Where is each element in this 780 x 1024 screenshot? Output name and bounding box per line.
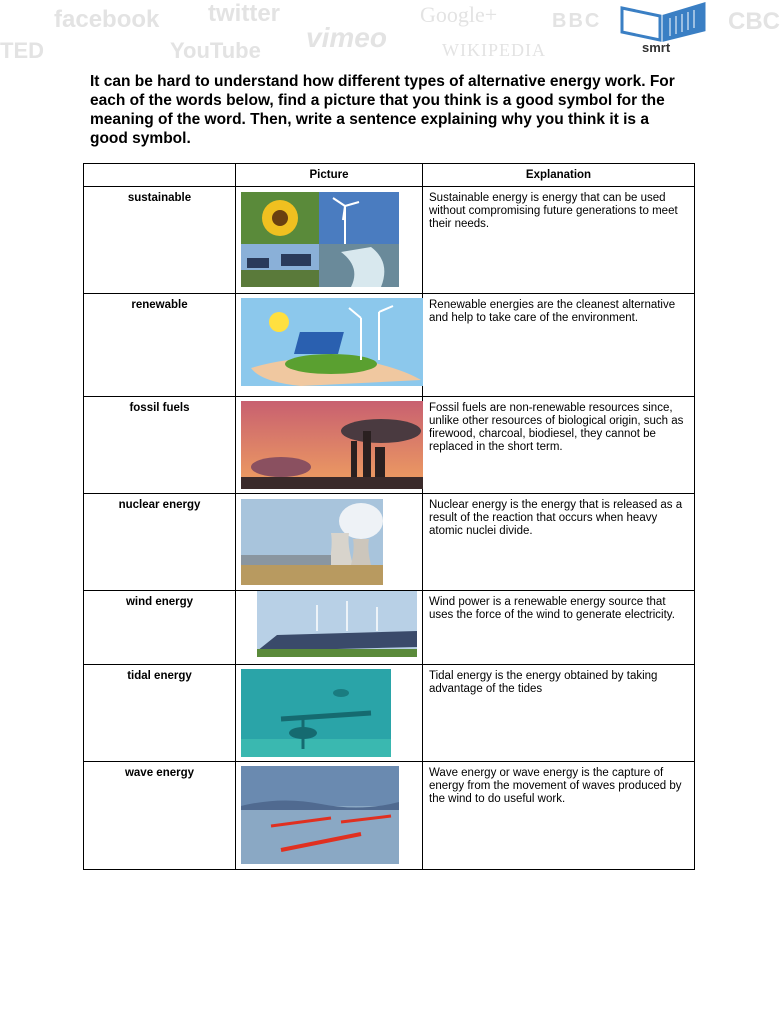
- instructions-text: It can be hard to understand how different types of alternative energy work. For each of the words below, find a picture that you think is a good symbol for the meaning of the word. Then, write a sentence explaining why you think it is a good symbol.: [90, 73, 675, 147]
- youtube-watermark: YouTube: [170, 38, 261, 63]
- book-icon: [618, 0, 708, 44]
- term-cell: wind energy: [84, 591, 236, 665]
- header-term: [84, 164, 236, 187]
- wind-energy-image: [257, 591, 417, 657]
- bbc-watermark: BBC: [552, 10, 602, 32]
- explanation-cell: Wind power is a renewable energy source that uses the force of the wind to generate electricity.: [423, 591, 695, 665]
- picture-cell: [236, 762, 423, 870]
- tidal-energy-image: [241, 669, 391, 757]
- ted-watermark: TED: [0, 38, 44, 63]
- picture-cell: [236, 591, 423, 665]
- term-cell: renewable: [84, 294, 236, 397]
- nuclear-energy-image: [241, 499, 383, 585]
- explanation-cell: Fossil fuels are non-renewable resources since, unlike other resources of biological origin, such as firewood, charcoal, biodiesel, they cannot be replaced in the short term.: [423, 397, 695, 494]
- picture-cell: [236, 665, 423, 762]
- header-explanation: Explanation: [423, 164, 695, 187]
- facebook-watermark: facebook: [54, 6, 160, 33]
- term-cell: nuclear energy: [84, 494, 236, 591]
- wave-energy-image: [241, 766, 399, 864]
- explanation-cell: Tidal energy is the energy obtained by taking advantage of the tides: [423, 665, 695, 762]
- renewable-image: [241, 298, 423, 386]
- picture-cell: [236, 397, 423, 494]
- header-picture: Picture: [236, 164, 423, 187]
- term-cell: sustainable: [84, 187, 236, 294]
- vocabulary-table: [83, 163, 695, 870]
- explanation-cell: Nuclear energy is the energy that is released as a result of the reaction that occurs when heavy atomic nuclei divide.: [423, 494, 695, 591]
- table-row: [84, 762, 695, 870]
- picture-cell: [236, 494, 423, 591]
- google-plus-watermark: Google+: [420, 2, 498, 27]
- picture-cell: [236, 187, 423, 294]
- table-row: [84, 397, 695, 494]
- logo-text: smrt: [642, 40, 671, 55]
- fossil-fuels-image: [241, 401, 423, 489]
- table-row: [84, 187, 695, 294]
- table-header-row: [84, 164, 695, 187]
- explanation-cell: Sustainable energy is energy that can be used without compromising future generations to meet their needs.: [423, 187, 695, 294]
- explanation-cell: Wave energy or wave energy is the capture of energy from the movement of waves produced by the wind to do useful work.: [423, 762, 695, 870]
- term-cell: wave energy: [84, 762, 236, 870]
- table-row: [84, 494, 695, 591]
- twitter-watermark: twitter: [208, 0, 280, 27]
- picture-cell: [236, 294, 423, 397]
- table-row: [84, 294, 695, 397]
- explanation-cell: Renewable energies are the cleanest alternative and help to take care of the environment.: [423, 294, 695, 397]
- table-row: [84, 591, 695, 665]
- term-cell: tidal energy: [84, 665, 236, 762]
- table-row: [84, 665, 695, 762]
- smrt-logo: [618, 0, 708, 56]
- term-cell: fossil fuels: [84, 397, 236, 494]
- wikipedia-watermark: WIKIPEDIA: [442, 40, 546, 60]
- sustainable-collage-image: [241, 192, 399, 287]
- cbc-watermark: CBC: [728, 8, 780, 35]
- vimeo-watermark: vimeo: [306, 22, 387, 53]
